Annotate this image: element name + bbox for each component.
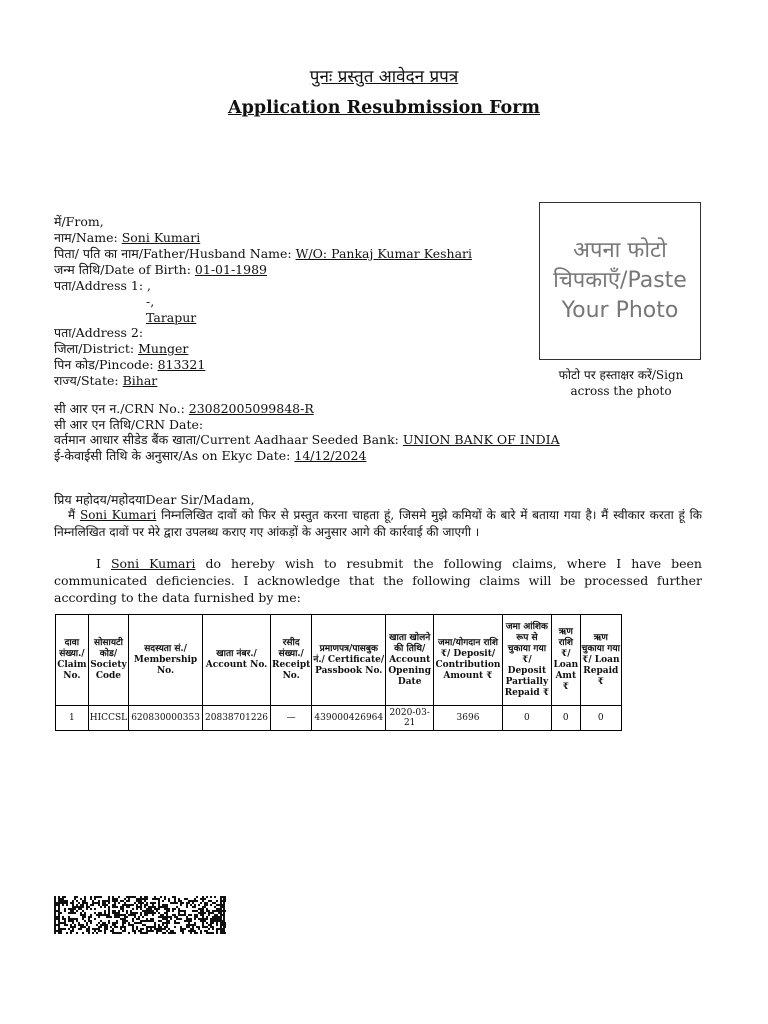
col-loan-repaid: ऋण चुकाया गया ₹/ Loan Repaid ₹ bbox=[580, 615, 621, 706]
address1-label: पता/Address 1: , bbox=[54, 278, 151, 293]
pincode-row bbox=[54, 357, 205, 373]
state-value: Bihar bbox=[122, 373, 158, 388]
state-label: राज्य/State: bbox=[54, 373, 119, 388]
cell-account-no: 20838701226 bbox=[203, 706, 271, 731]
address1-line2: -, bbox=[146, 294, 155, 309]
ekyc-value: 14/12/2024 bbox=[294, 448, 367, 463]
dob-value: 01-01-1989 bbox=[194, 262, 267, 277]
cell-loan-amt: 0 bbox=[552, 706, 581, 731]
english-declaration bbox=[54, 555, 702, 606]
crn-no-value: 23082005099848-R bbox=[188, 401, 314, 416]
cell-loan-repaid: 0 bbox=[580, 706, 621, 731]
claims-header-row bbox=[56, 615, 622, 706]
dob-label: जन्म तिथि/Date of Birth: bbox=[54, 262, 191, 277]
address1-line3: Tarapur bbox=[146, 310, 197, 325]
cell-partially-repaid: 0 bbox=[502, 706, 551, 731]
bank-value: UNION BANK OF INDIA bbox=[402, 432, 560, 447]
address2-label: पता/Address 2: bbox=[54, 325, 144, 340]
hindi-prefix: मैं bbox=[68, 508, 76, 522]
col-opening-date: खाता खोलने की तिथि/ Account Opening Date bbox=[386, 615, 434, 706]
name-value: Soni Kumari bbox=[121, 230, 201, 245]
col-deposit-amount: जमा/योगदान राशि ₹/ Deposit/ Contribution Amount ₹ bbox=[434, 615, 503, 706]
father-value: W/O: Pankaj Kumar Keshari bbox=[295, 246, 473, 261]
cell-claim-no: 1 bbox=[56, 706, 89, 731]
table-row bbox=[56, 706, 622, 731]
district-label: जिला/District: bbox=[54, 341, 135, 356]
col-society-code: सोसायटी कोड/ Society Code bbox=[88, 615, 128, 706]
hindi-declaration bbox=[54, 507, 702, 541]
col-partially-repaid: जमा आंशिक रूप से चुकाया गया ₹/ Deposit Partially Repaid ₹ bbox=[502, 615, 551, 706]
name-row bbox=[54, 230, 200, 246]
ekyc-label: ई-केवाईसी तिथि के अनुसार/As on Ekyc Date: bbox=[54, 448, 291, 463]
name-label: नाम/Name: bbox=[54, 230, 118, 245]
bank-row bbox=[54, 432, 560, 448]
cell-certificate-no: 439000426964 bbox=[312, 706, 386, 731]
english-applicant-name: Soni Kumari bbox=[110, 556, 196, 571]
col-claim-no: दावा संख्या./ Claim No. bbox=[56, 615, 89, 706]
crn-no-label: सी आर एन न./CRN No.: bbox=[54, 401, 185, 416]
english-prefix: I bbox=[96, 556, 101, 571]
bank-label: वर्तमान आधार सीडेड बैंक खाता/Current Aadhaar Seeded Bank: bbox=[54, 432, 399, 447]
father-label: पिता/ पति का नाम/Father/Husband Name: bbox=[54, 246, 292, 261]
col-account-no: खाता नंबर./ Account No. bbox=[203, 615, 271, 706]
col-loan-amt: ऋण राशि ₹/ Loan Amt ₹ bbox=[552, 615, 581, 706]
claims-table bbox=[55, 614, 622, 731]
col-receipt-no: रसीद संख्या./ Receipt No. bbox=[271, 615, 312, 706]
col-certificate-no: प्रमाणपत्र/पासबुक नं./ Certificate/ Passbook No. bbox=[312, 615, 386, 706]
col-membership-no: सदस्यता सं./ Membership No. bbox=[129, 615, 203, 706]
cell-society-code: HICCSL bbox=[88, 706, 128, 731]
barcode-image bbox=[54, 896, 226, 934]
district-value: Munger bbox=[138, 341, 189, 356]
cell-receipt-no: — bbox=[271, 706, 312, 731]
form-title-hindi: पुनः प्रस्तुत आवेदन प्रपत्र bbox=[309, 67, 459, 87]
from-label: में/From, bbox=[54, 214, 104, 229]
father-row bbox=[54, 246, 472, 262]
state-row bbox=[54, 373, 157, 389]
form-title-english: Application Resubmission Form bbox=[228, 98, 540, 118]
dob-row bbox=[54, 262, 267, 278]
crn-no-row bbox=[54, 401, 314, 417]
photo-placeholder-box bbox=[539, 202, 701, 360]
sign-instruction: फोटो पर हस्ताक्षर करें/Sign across the photo bbox=[558, 368, 684, 398]
cell-membership-no: 620830000353 bbox=[129, 706, 203, 731]
pincode-value: 813321 bbox=[157, 357, 206, 372]
hindi-body: निम्नलिखित दावों को फिर से प्रस्तुत करना चाहता हूं, जिसमे मुझे कमियों के बारे में बताया गया है। मैं स्वीकार करता हूं कि निम्नलिखित दावों पर मेरे द्वारा उपलब्ध कराए गए आंकड़ों के अनुसार आगे की कार्रवाई की जाएगी । bbox=[54, 508, 702, 539]
salutation: प्रिय महोदय/महोदयाDear Sir/Madam, bbox=[54, 492, 255, 507]
crn-date-label: सी आर एन तिथि/CRN Date: bbox=[54, 417, 204, 432]
district-row bbox=[54, 341, 188, 357]
cell-opening-date: 2020-03-21 bbox=[386, 706, 434, 731]
english-body: do hereby wish to resubmit the following claims, where I have been communicated deficiencies. I acknowledge that the following claims will be processed further according to the data furnished by me: bbox=[54, 556, 702, 605]
photo-placeholder-text: अपना फोटो चिपकाएँ/Paste Your Photo bbox=[553, 238, 687, 323]
pincode-label: पिन कोड/Pincode: bbox=[54, 357, 154, 372]
ekyc-row bbox=[54, 448, 366, 464]
hindi-applicant-name: Soni Kumari bbox=[79, 508, 157, 522]
cell-deposit-amount: 3696 bbox=[434, 706, 503, 731]
